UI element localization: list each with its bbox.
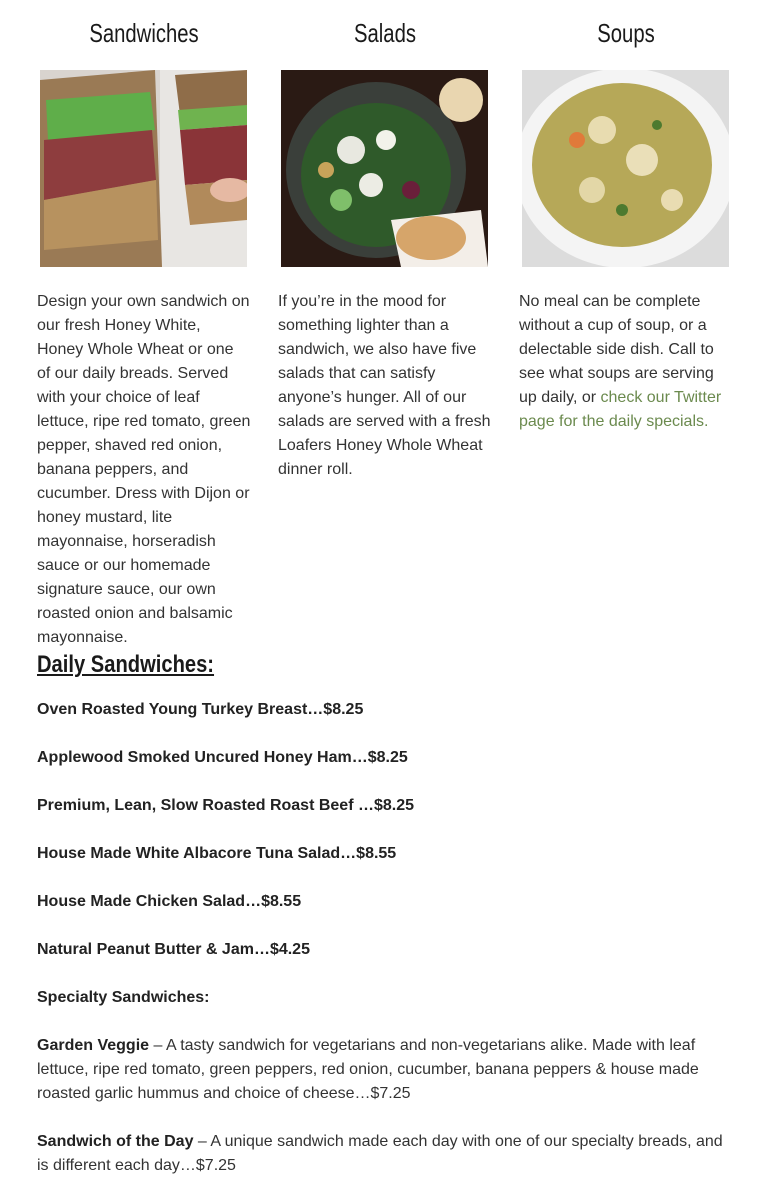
daily-sandwiches-section — [37, 648, 737, 1174]
salad-photo — [281, 70, 488, 267]
column-title: Sandwiches — [89, 18, 199, 48]
daily-sandwiches-heading: Daily Sandwiches: — [37, 651, 215, 678]
list-item: Premium, Lean, Slow Roasted Roast Beef …$8.25 — [37, 797, 415, 814]
specialty-item-name: Sandwich of the Day — [37, 1133, 194, 1150]
sandwiches-description: Design your own sandwich on our fresh Honey White, Honey Whole Wheat or one of our daily breads. Served with your choice of leaf lettuce, ripe red tomato, green pepper, shaved red onion, banana peppers, and cucumber. Dress with Dijon or honey mustard, lite mayonnaise, horseradish sauce or our homemade signature sauce, our own roasted onion and balsamic mayonnaise. — [37, 293, 251, 646]
soups-description-text: No meal can be complete without a cup of soup, or a delectable side dish. Call to see what soups are serving up daily, or — [519, 293, 714, 406]
specialty-item — [37, 1130, 732, 1178]
specialty-item-description: – A unique sandwich made each day with one of our specialty breads, and is different each day…$7.25 — [37, 1133, 723, 1174]
salads-description: If you’re in the mood for something lighter than a sandwich, we also have five salads that can satisfy anyone’s hunger. All of our salads are served with a fresh Loafers Honey Whole Wheat dinner roll. — [278, 293, 491, 478]
list-item: House Made White Albacore Tuna Salad…$8.55 — [37, 845, 397, 862]
specialty-item — [37, 1034, 732, 1106]
sandwich-list — [37, 698, 737, 1202]
column-title: Soups — [597, 18, 655, 48]
soups-description — [519, 290, 733, 434]
specialty-item-description: – A tasty sandwich for vegetarians and non-vegetarians alike. Made with leaf lettuce, ripe red tomato, green peppers, red onion, cucumber, banana peppers & house made roasted garlic hummus and choice of cheese…$7.25 — [37, 1037, 699, 1102]
soup-photo — [522, 70, 729, 267]
sandwich-photo — [40, 70, 247, 267]
twitter-link[interactable]: check our Twitter page for the daily specials. — [519, 389, 722, 430]
list-item: Applewood Smoked Uncured Honey Ham…$8.25 — [37, 749, 408, 766]
list-item: Natural Peanut Butter & Jam…$4.25 — [37, 941, 310, 958]
specialty-item-name: Garden Veggie — [37, 1037, 150, 1054]
column-title: Salads — [353, 18, 417, 48]
list-item: Oven Roasted Young Turkey Breast…$8.25 — [37, 701, 364, 718]
specialty-sandwiches-label: Specialty Sandwiches: — [37, 989, 210, 1006]
list-item: House Made Chicken Salad…$8.55 — [37, 893, 302, 910]
